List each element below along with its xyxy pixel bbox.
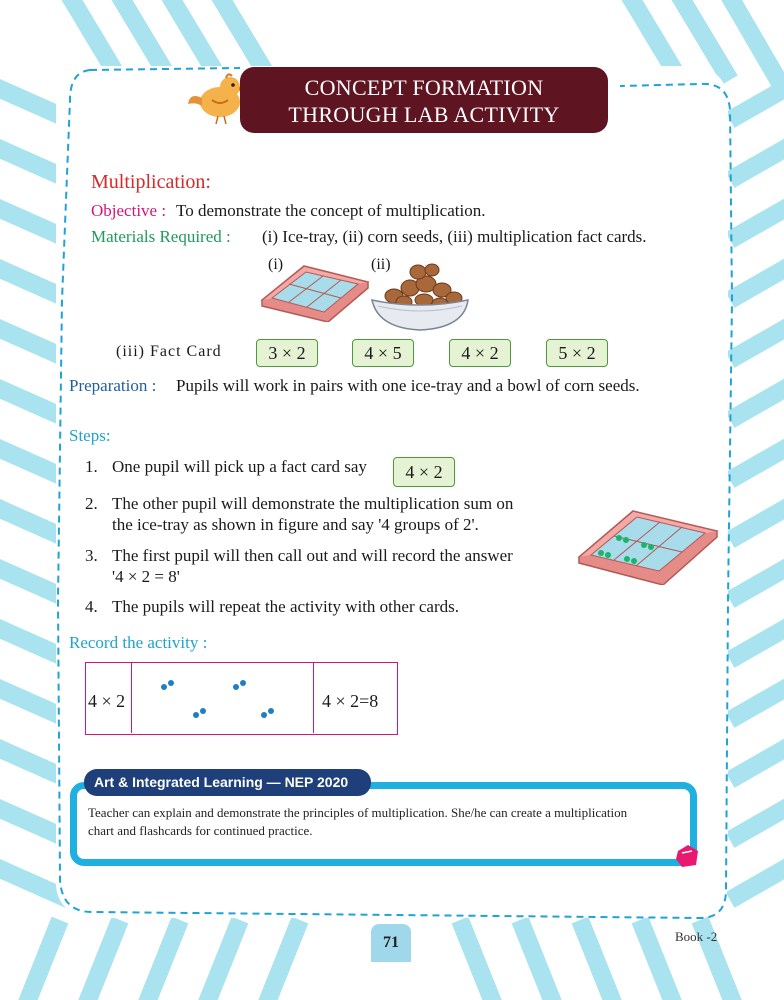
fact-card-4: 5 × 2	[546, 339, 608, 367]
ice-tray-with-seeds-illustration	[575, 505, 721, 585]
dot-groups	[136, 667, 310, 731]
art-text-line-1: Teacher can explain and demonstrate the principles of multiplication. She/he can create a multiplication	[88, 805, 628, 820]
bird-illustration	[186, 72, 246, 126]
book-label: Book -2	[675, 929, 718, 944]
art-integrated-tab: Art & Integrated Learning — NEP 2020	[84, 769, 371, 796]
art-text-line-2: chart and flashcards for continued practice.	[88, 823, 313, 838]
figure-label-i: (i)	[268, 256, 284, 273]
materials-text: (i) Ice-tray, (ii) corn seeds, (iii) multiplication fact cards.	[262, 227, 647, 246]
page-title-banner	[240, 67, 608, 133]
step-3-number: 3.	[85, 546, 98, 565]
materials-label: Materials Required :	[91, 227, 231, 246]
art-integrated-text	[88, 804, 678, 840]
step-2-line-2: the ice-tray as shown in figure and say '4 groups of 2'.	[112, 515, 479, 534]
title-line-1: CONCEPT FORMATION	[304, 75, 544, 100]
step-2-line-1: The other pupil will demonstrate the multiplication sum on	[112, 494, 514, 513]
record-problem: 4 × 2	[88, 691, 126, 711]
step-4-number: 4.	[85, 597, 98, 616]
steps-title: Steps:	[69, 426, 111, 445]
page-number: 71	[371, 924, 411, 962]
step-1-number: 1.	[85, 457, 98, 476]
step-3-line-2: '4 × 2 = 8'	[112, 567, 180, 586]
section-title: Multiplication:	[91, 171, 211, 193]
step-1-text: One pupil will pick up a fact card say	[112, 457, 367, 476]
objective-text: To demonstrate the concept of multiplication.	[176, 201, 486, 220]
preparation-text: Pupils will work in pairs with one ice-tray and a bowl of corn seeds.	[176, 376, 640, 395]
figure-label-ii: (ii)	[371, 256, 391, 273]
title-line-2: THROUGH LAB ACTIVITY	[288, 102, 560, 127]
record-title: Record the activity :	[69, 633, 208, 652]
record-table	[85, 662, 398, 735]
fact-card-2: 4 × 5	[352, 339, 414, 367]
fact-card-1: 3 × 2	[256, 339, 318, 367]
step-2-number: 2.	[85, 494, 98, 513]
fact-card-label: (iii) Fact Card	[116, 343, 222, 360]
step-1-fact-card: 4 × 2	[393, 457, 455, 487]
corner-hand-icon	[674, 843, 700, 869]
corn-seed-bowl-illustration	[368, 258, 472, 332]
record-answer: 4 × 2=8	[322, 691, 379, 711]
preparation-label: Preparation :	[69, 376, 157, 395]
step-3-line-1: The first pupil will then call out and will record the answer	[112, 546, 513, 565]
ice-tray-illustration	[258, 260, 370, 322]
step-4-text: The pupils will repeat the activity with other cards.	[112, 597, 459, 616]
objective-label: Objective :	[91, 201, 167, 220]
fact-card-3: 4 × 2	[449, 339, 511, 367]
